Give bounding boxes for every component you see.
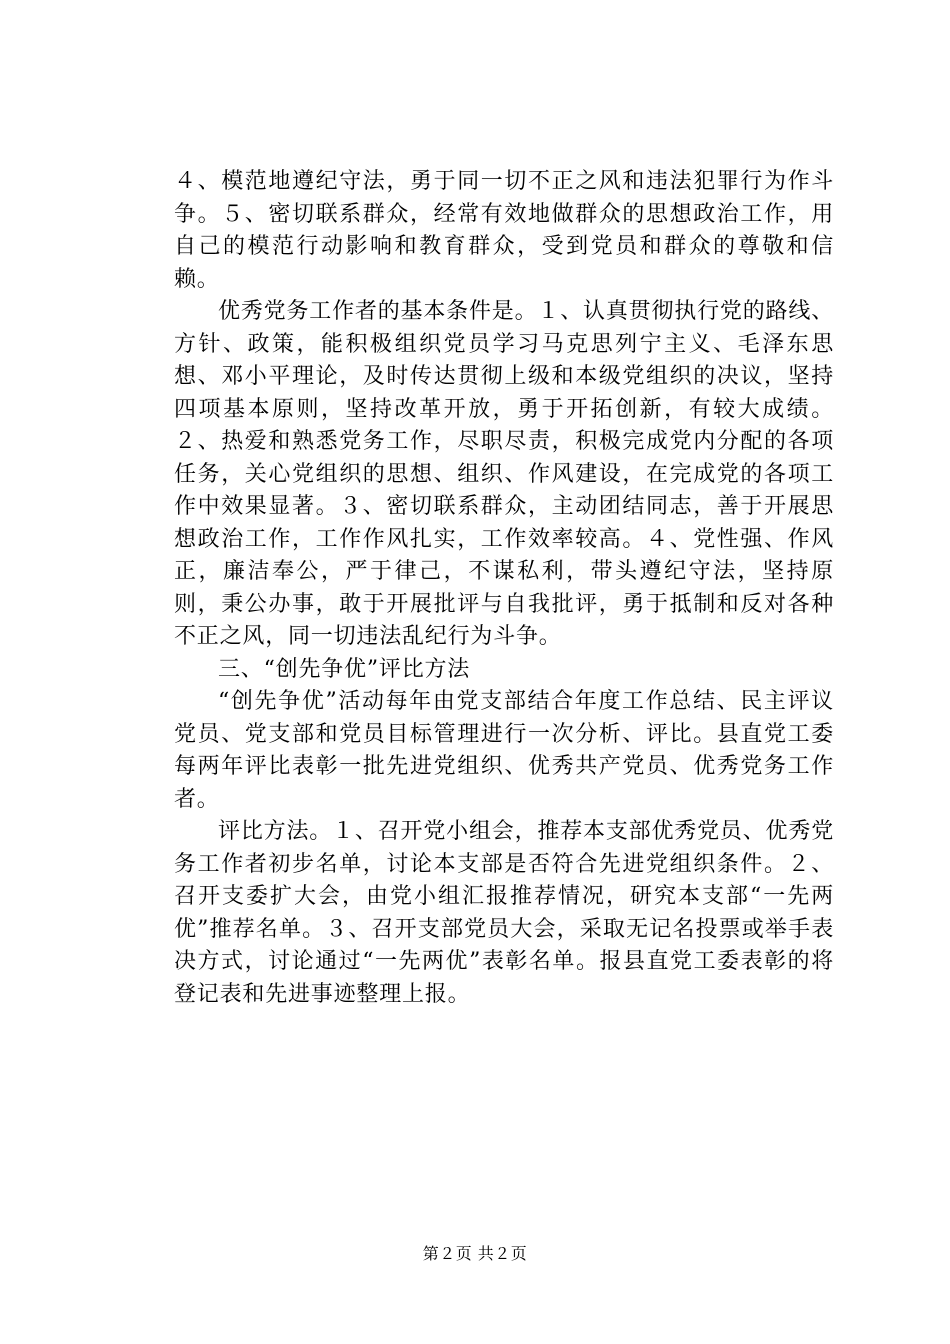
- paragraph-activity-description: “创先争优”活动每年由党支部结合年度工作总结、民主评议党员、党支部和党员目标管理进行一次分析、评比。县直党工委每两年评比表彰一批先进党组织、优秀共产党员、优秀党务工作者。: [174, 689, 834, 812]
- paragraph-party-member-conditions-continued: ４、模范地遵纪守法，勇于同一切不正之风和违法犯罪行为作斗争。５、密切联系群众，经常有效地做群众的思想政治工作，用自己的模范行动影响和教育群众，受到党员和群众的尊敬和信赖。: [174, 169, 834, 292]
- document-body: [174, 166, 834, 1011]
- section-heading-evaluation-method: 三、“创先争优”评比方法: [218, 656, 471, 682]
- paragraph-evaluation-steps: 评比方法。１、召开党小组会，推荐本支部优秀党员、优秀党务工作者初步名单，讨论本支部是否符合先进党组织条件。２、召开支委扩大会，由党小组汇报推荐情况，研究本支部“一先两优”推荐名单。３、召开支部党员大会，采取无记名投票或举手表决方式，讨论通过“一先两优”表彰名单。报县直党工委表彰的将登记表和先进事迹整理上报。: [174, 819, 834, 1007]
- page-number-footer: 第２页 共２页: [422, 1244, 528, 1263]
- paragraph-party-worker-conditions: 优秀党务工作者的基本条件是。１、认真贯彻执行党的路线、方针、政策，能积极组织党员学习马克思列宁主义、毛泽东思想、邓小平理论，及时传达贯彻上级和本级党组织的决议，坚持四项基本原则，坚持改革开放，勇于开拓创新，有较大成绩。２、热爱和熟悉党务工作，尽职尽责，积极完成党内分配的各项任务，关心党组织的思想、组织、作风建设，在完成党的各项工作中效果显著。３、密切联系群众，主动团结同志，善于开展思想政治工作，工作作风扎实，工作效率较高。４、党性强、作风正，廉洁奉公，严于律己，不谋私利，带头遵纪守法，坚持原则，秉公办事，敢于开展批评与自我批评，勇于抵制和反对各种不正之风，同一切违法乱纪行为斗争。: [174, 299, 834, 649]
